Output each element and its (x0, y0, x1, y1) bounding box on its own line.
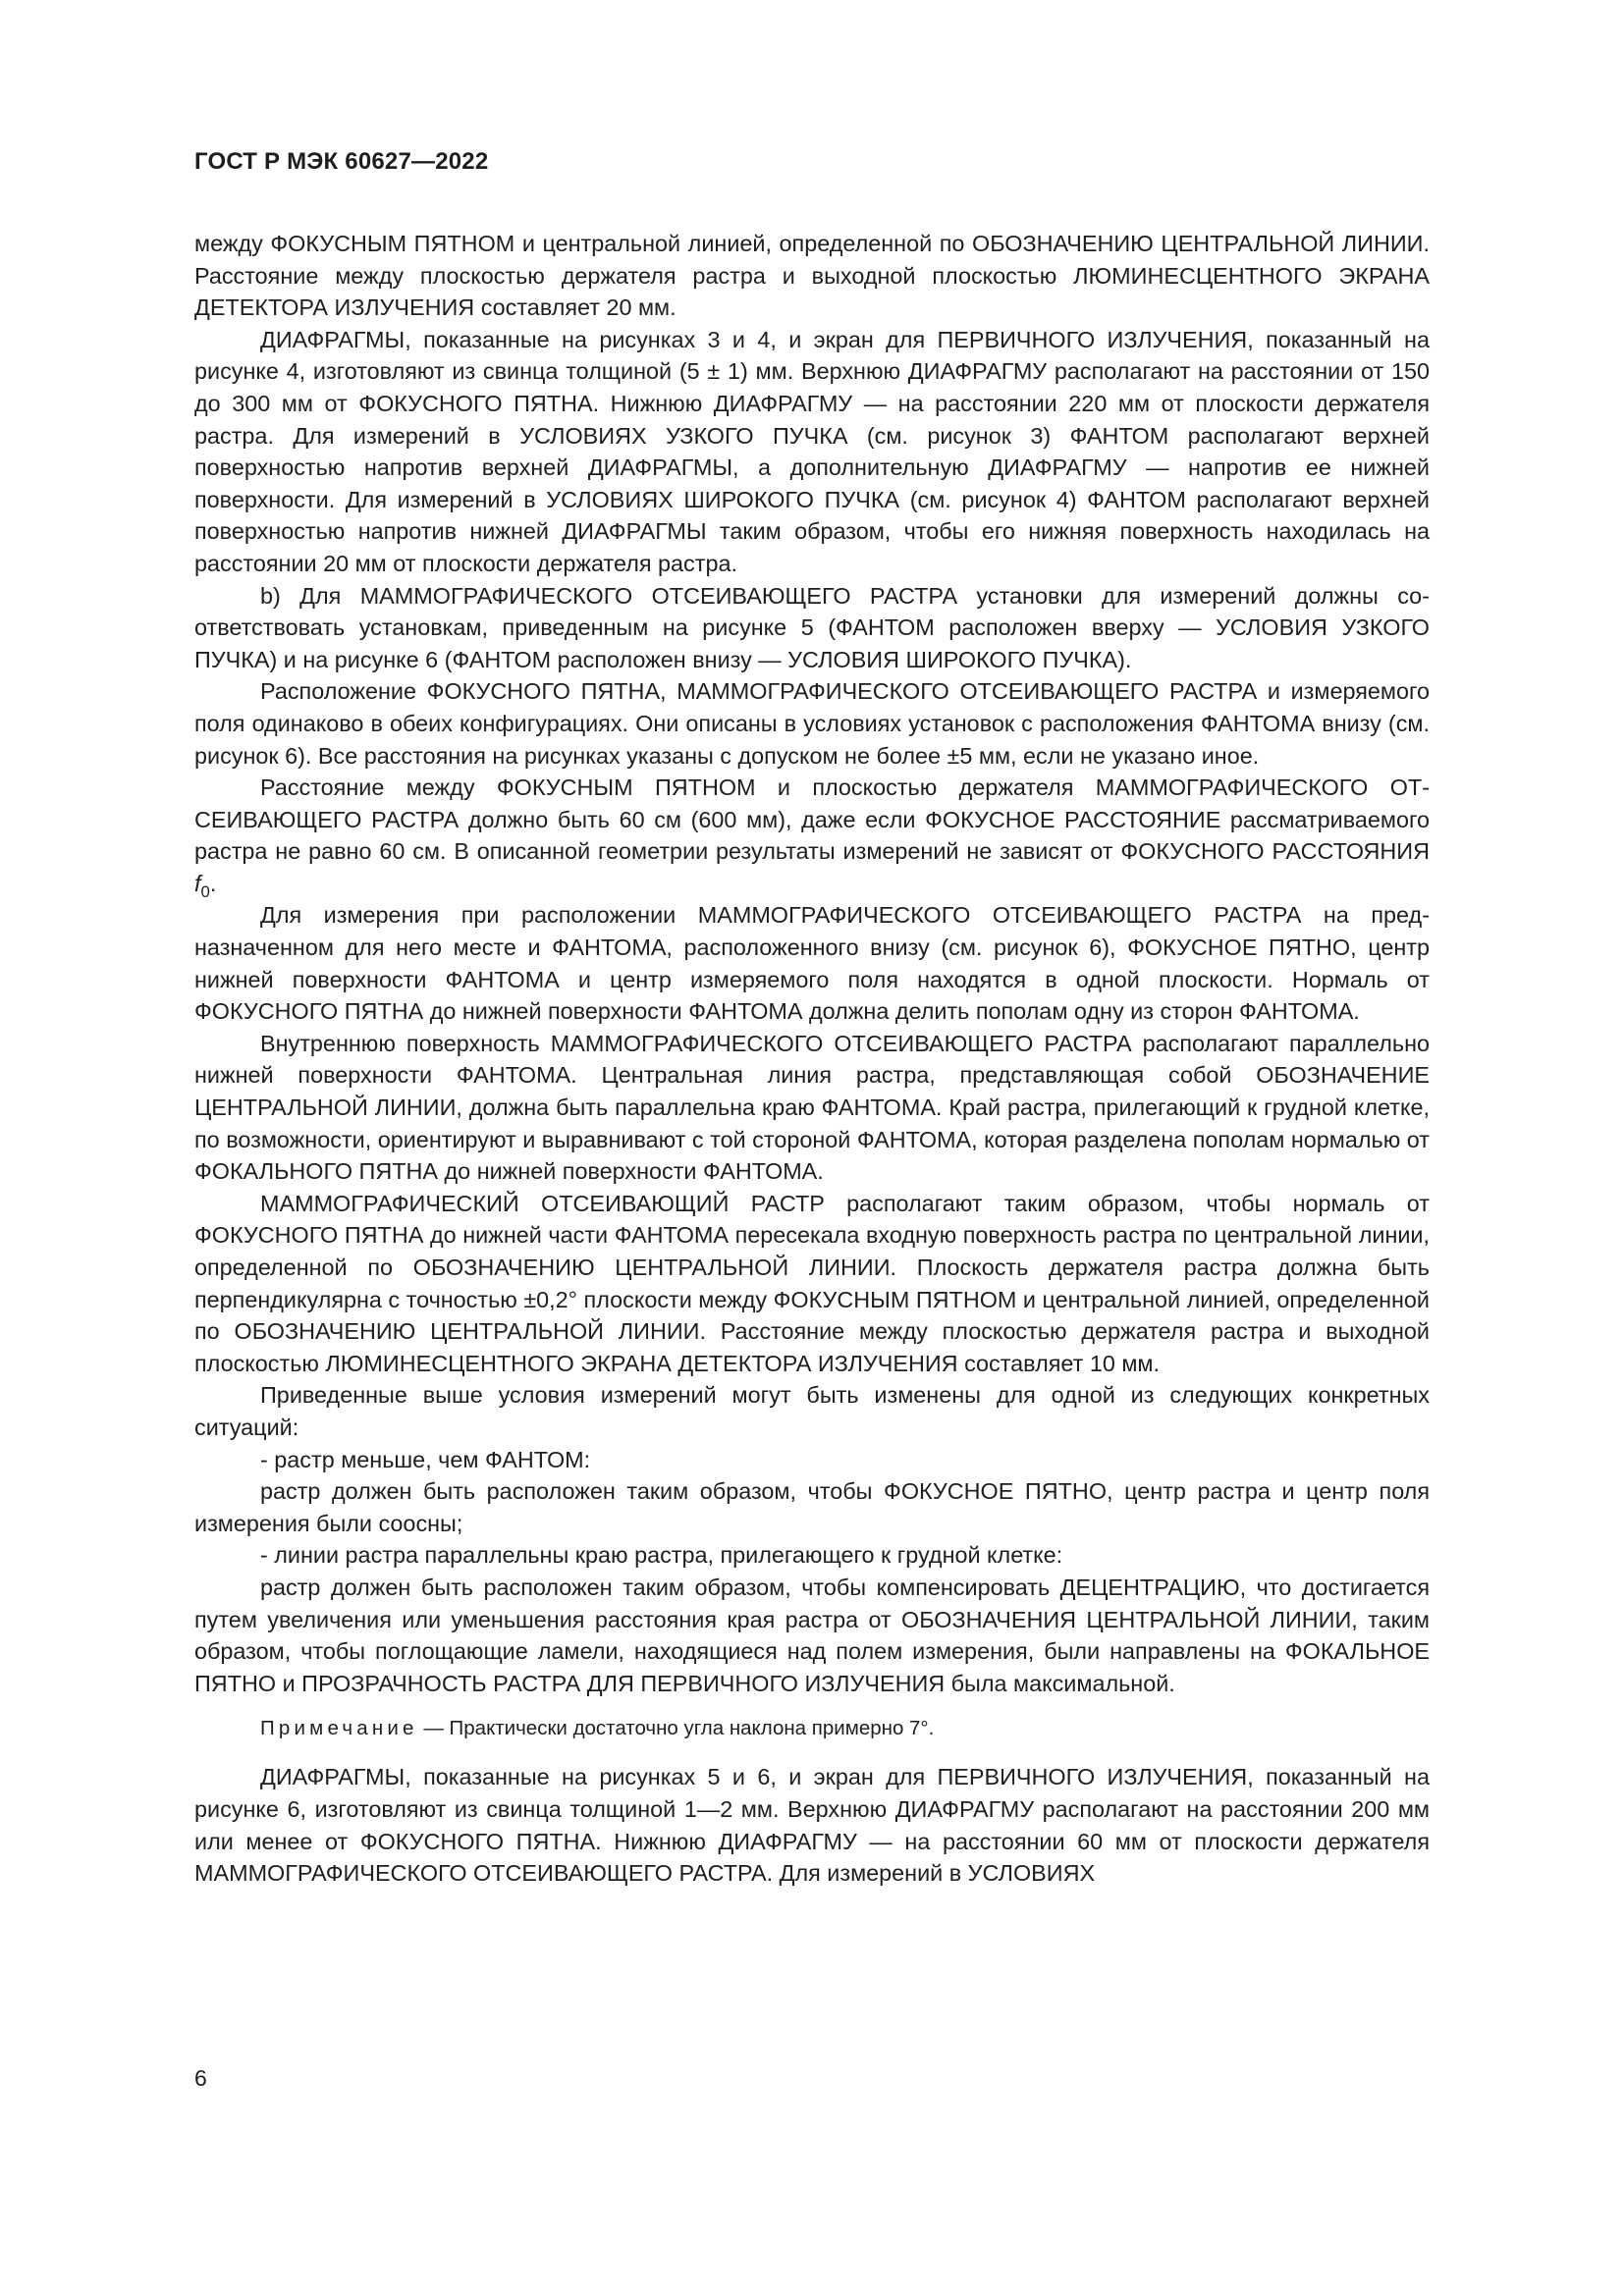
paragraph-text: Расстояние между ФОКУСНЫМ ПЯТНОМ и плоскостью держателя МАММОГРАФИЧЕСКОГО ОТСЕИВАЮЩЕГО РАСТРА должно быть 60 см (600 мм), даже если ФОКУСНОЕ РАССТОЯНИЕ рассматриваемого растра не равно 60 см. В описанной геометрии результаты измерений не зависят от ФОКУСНОГО РАССТОЯНИЯ (194, 774, 1430, 865)
document-header: ГОСТ Р МЭК 60627—2022 (194, 148, 489, 175)
paragraph: b) Для МАММОГРАФИЧЕСКОГО ОТСЕИВАЮЩЕГО РАСТРА установки для измерений должны соответствовать установкам, приведенным на рисунке 5 (ФАНТОМ расположен вверху — УСЛОВИЯ УЗКОГО ПУЧКА) и на рисунке 6 (ФАНТОМ расположен внизу — УСЛОВИЯ ШИРОКОГО ПУЧКА). (194, 582, 1430, 672)
page-number: 6 (194, 2065, 207, 2091)
list-item: - растр меньше, чем ФАНТОМ: (260, 1446, 591, 1472)
focal-symbol: f (194, 870, 201, 896)
paragraph: растр должен быть расположен таким образом, чтобы ФОКУСНОЕ ПЯТНО, центр растра и центр поля измерения были соосны; (194, 1478, 1430, 1536)
paragraph: Для измерения при расположении МАММОГРАФИЧЕСКОГО ОТСЕИВАЮЩЕГО РАСТРА на предназначенном для него месте и ФАНТОМА, расположенного внизу (см. рисунок 6), ФОКУСНОЕ ПЯТНО, центр нижней поверхности ФАНТОМА и центр измеряемого поля находятся в одной плоскости. Нормаль от ФОКУСНОГО ПЯТНА до нижней поверхности ФАНТОМА должна делить пополам одну из сторон ФАНТОМА. (194, 902, 1430, 1025)
note-text: — Практически достаточно угла наклона примерно 7°. (417, 1717, 935, 1740)
paragraph-end: . (209, 870, 217, 896)
note-label: Примечание (260, 1717, 418, 1740)
paragraph: растр должен быть расположен таким образом, чтобы компенсировать ДЕЦЕНТРАЦИЮ, что достигается путем увеличения или уменьшения расстояния края растра от ОБОЗНАЧЕНИЯ ЦЕНТРАЛЬНОЙ ЛИНИИ, таким образом, чтобы поглощающие ламели, находящиеся над полем измерения, были направлены на ФОКАЛЬНОЕ ПЯТНО и ПРОЗРАЧНОСТЬ РАСТРА ДЛЯ ПЕРВИЧНОГО ИЗЛУЧЕНИЯ была максимальной. (194, 1574, 1430, 1696)
note (194, 1714, 1430, 1743)
paragraph: ДИАФРАГМЫ, показанные на рисунках 3 и 4, и экран для ПЕРВИЧНОГО ИЗЛУЧЕНИЯ, показанный на рисунке 4, изготовляют из свинца толщиной (5 ± 1) мм. Верхнюю ДИАФРАГМУ располагают на расстоянии от 150 до 300 мм от ФОКУСНОГО ПЯТНА. Нижнюю ДИАФРАГМУ — на расстоянии 220 мм от плоскости держателя растра. Для измерений в УСЛОВИЯХ УЗКОГО ПУЧКА (см. рисунок 3) ФАНТОМ располагают верхней поверхностью напротив верхней ДИАФРАГМЫ, а дополнительную ДИАФРАГМУ — напротив ее нижней поверхности. Для измерений в УСЛОВИЯХ ШИРОКОГО ПУЧКА (см. рисунок 4) ФАНТОМ располагают верхней поверхностью напротив нижней ДИАФРАГМЫ таким образом, чтобы его нижняя поверхность находилась на расстоянии 20 мм от плоскости держателя растра. (194, 326, 1430, 576)
paragraph: Приведенные выше условия измерений могут быть изменены для одной из следующих конкретных ситуаций: (194, 1382, 1430, 1440)
paragraph: ДИАФРАГМЫ, показанные на рисунках 5 и 6, и экран для ПЕРВИЧНОГО ИЗЛУЧЕНИЯ, показанный на рисунке 6, изготовляют из свинца толщиной 1—2 мм. Верхнюю ДИАФРАГМУ располагают на расстоянии 200 мм или менее от ФОКУСНОГО ПЯТНА. Нижнюю ДИАФРАГМУ — на расстоянии 60 мм от плоскости держателя МАММОГРАФИЧЕСКОГО ОТСЕИВАЮЩЕГО РАСТРА. Для измерений в УСЛОВИЯХ (194, 1764, 1430, 1887)
paragraph: между ФОКУСНЫМ ПЯТНОМ и центральной линией, определенной по ОБОЗНАЧЕНИЮ ЦЕНТРАЛЬНОЙ ЛИНИИ. Расстояние между плоскостью держателя растра и выходной плоскостью ЛЮМИНЕСЦЕНТНОГО ЭКРАНА ДЕТЕКТОРА ИЗЛУЧЕНИЯ составляет 20 мм. (194, 231, 1430, 321)
paragraph: Внутреннюю поверхность МАММОГРАФИЧЕСКОГО ОТСЕИВАЮЩЕГО РАСТРА располагают параллельно нижней поверхности ФАНТОМА. Центральная линия растра, представляющая собой ОБОЗНАЧЕНИЕ ЦЕНТРАЛЬНОЙ ЛИНИИ, должна быть параллельна краю ФАНТОМА. Край растра, прилегающий к грудной клетке, по возможности, ориентируют и выравнивают с той стороной ФАНТОМА, которая разделена пополам нормалью от ФОКАЛЬНОГО ПЯТНА до нижней поверхности ФАНТОМА. (194, 1030, 1430, 1185)
paragraph-focal-distance (194, 772, 1430, 899)
list-item: - линии растра параллельны краю растра, прилегающего к грудной клетке: (260, 1542, 1063, 1569)
focal-subscript: 0 (200, 881, 210, 901)
document-body (194, 228, 1430, 1890)
paragraph: Расположение ФОКУСНОГО ПЯТНА, МАММОГРАФИЧЕСКОГО ОТСЕИВАЮЩЕГО РАСТРА и измеряемого поля одинаково в обеих конфигурациях. Они описаны в условиях установок с расположения ФАНТОМА внизу (см. рисунок 6). Все расстояния на рисунках указаны с допуском не более ±5 мм, если не указано иное. (194, 678, 1430, 769)
paragraph: МАММОГРАФИЧЕСКИЙ ОТСЕИВАЮЩИЙ РАСТР располагают таким образом, чтобы нормаль от ФОКУСНОГО ПЯТНА до нижней части ФАНТОМА пересекала входную поверхность растра по центральной линии, определенной по ОБОЗНАЧЕНИЮ ЦЕНТРАЛЬНОЙ ЛИНИИ. Плоскость держателя растра должна быть перпендикулярна с точностью ±0,2° плоскости между ФОКУСНЫМ ПЯТНОМ и центральной линией, определенной по ОБОЗНАЧЕНИЮ ЦЕНТРАЛЬНОЙ ЛИНИИ. Расстояние между плоскостью держателя растра и выходной плоскостью ЛЮМИНЕСЦЕНТНОГО ЭКРАНА ДЕТЕКТОРА ИЗЛУЧЕНИЯ составляет 10 мм. (194, 1190, 1430, 1376)
